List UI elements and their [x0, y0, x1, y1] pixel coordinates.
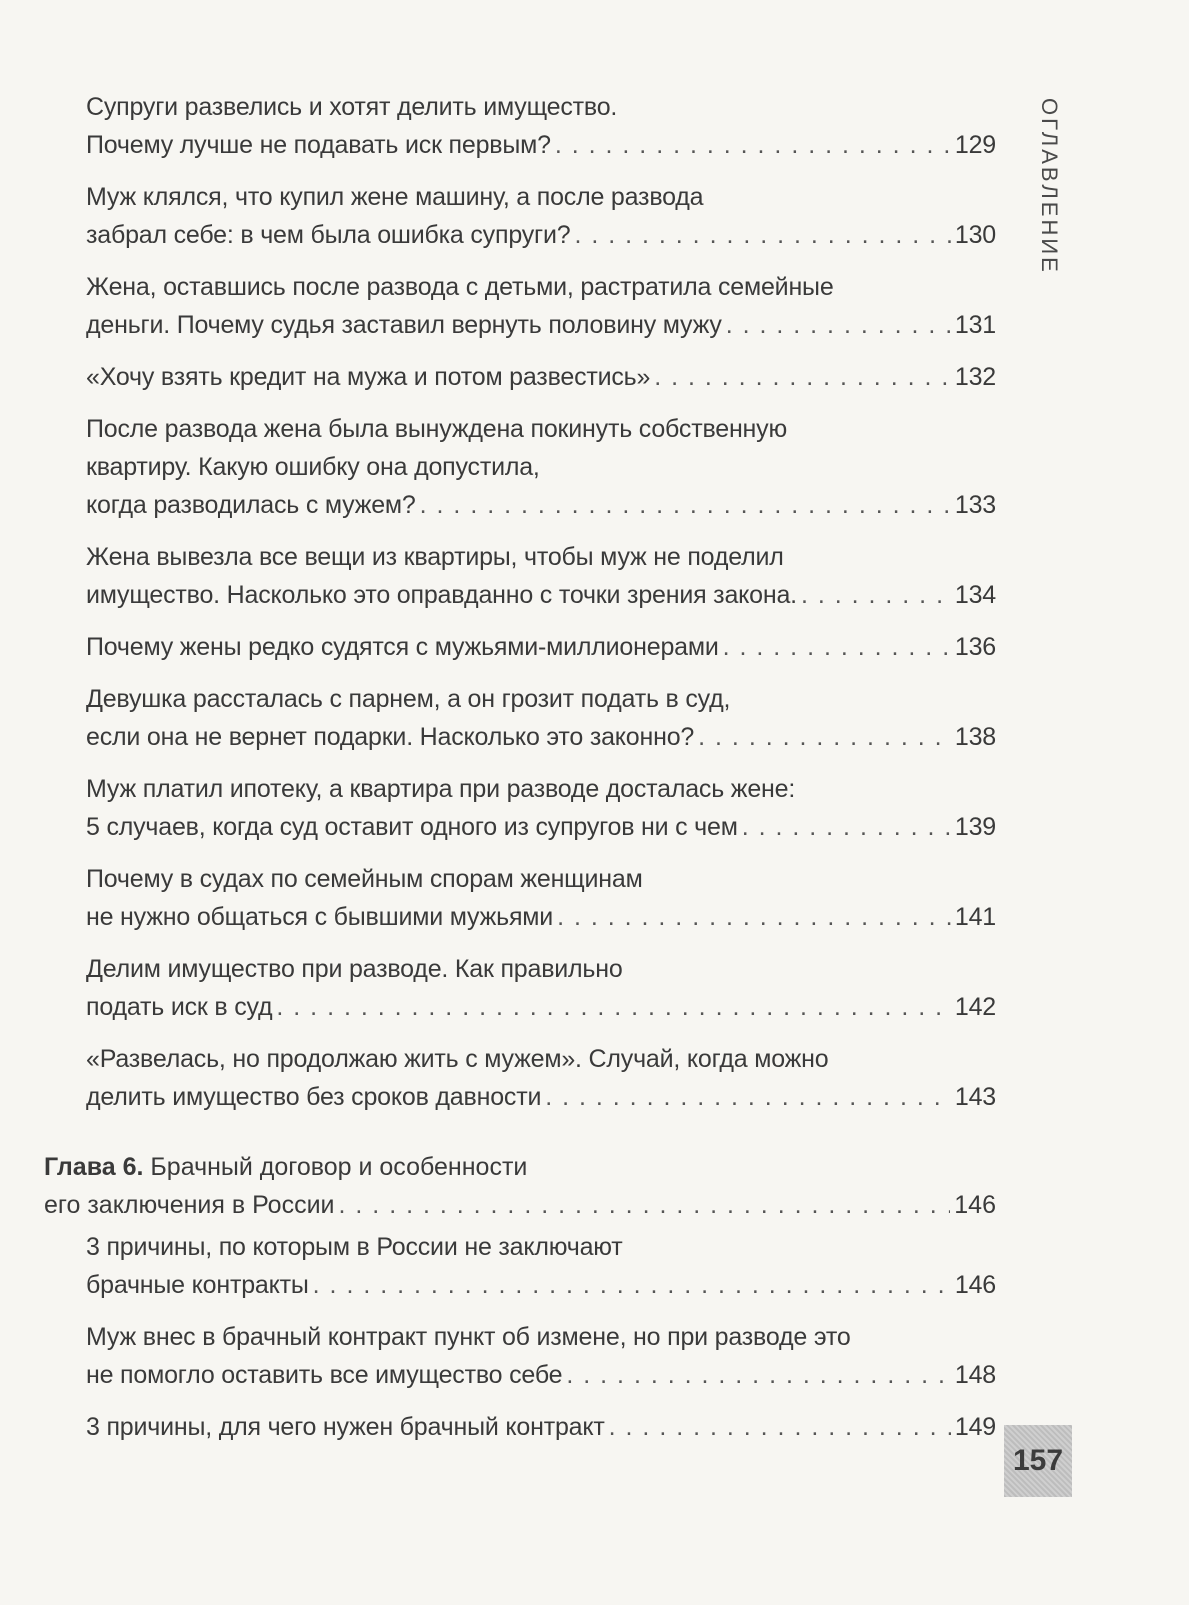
toc-entry[interactable]: [86, 410, 996, 524]
entry-title-line: 5 случаев, когда суд оставит одного из супругов ни с чем: [86, 813, 738, 841]
dot-leader: [339, 1186, 951, 1224]
dot-leader: [801, 576, 951, 614]
entry-title-line: После развода жена была вынуждена покинуть собственную: [86, 415, 788, 443]
dot-leader: [723, 628, 951, 666]
dot-leader: [545, 1078, 951, 1116]
chapter-page-number: 146: [954, 1191, 996, 1219]
toc-entry[interactable]: [86, 628, 996, 666]
chapter-heading[interactable]: [44, 1148, 996, 1224]
dot-leader: [557, 898, 951, 936]
entry-title-line: имущество. Насколько это оправданно с точки зрения закона.: [86, 581, 797, 609]
dot-leader: [726, 306, 951, 344]
chapter-title-line: Брачный договор и особенности: [143, 1153, 528, 1181]
toc-entry[interactable]: [86, 358, 996, 396]
entry-page-number: 133: [954, 491, 996, 519]
entry-title-line: брачные контракты: [86, 1271, 309, 1299]
dot-leader: [698, 718, 951, 756]
entry-title-line: «Хочу взять кредит на мужа и потом развестись»: [86, 363, 651, 391]
running-section-title: ОГЛАВЛЕНИЕ: [1037, 98, 1062, 275]
entry-page-number: 136: [954, 633, 996, 661]
entry-title-line: подать иск в суд: [86, 993, 273, 1021]
entry-page-number: 141: [954, 903, 996, 931]
toc-entry[interactable]: [86, 178, 996, 254]
entry-page-number: 139: [954, 813, 996, 841]
chapter-title-line: его заключения в России: [44, 1191, 335, 1219]
entry-page-number: 129: [954, 131, 996, 159]
entry-title-line: если она не вернет подарки. Насколько это законно?: [86, 723, 695, 751]
dot-leader: [420, 486, 951, 524]
entry-title-line: «Развелась, но продолжаю жить с мужем». Случай, когда можно: [86, 1045, 829, 1073]
entry-title-line: 3 причины, для чего нужен брачный контракт: [86, 1413, 605, 1441]
entry-title-line: Муж платил ипотеку, а квартира при разводе досталась жене:: [86, 775, 796, 803]
entry-page-number: 130: [954, 221, 996, 249]
entry-page-number: 143: [954, 1083, 996, 1111]
toc-entry[interactable]: [86, 88, 996, 164]
toc-entry[interactable]: [86, 1318, 996, 1394]
entry-page-number: 134: [954, 581, 996, 609]
entry-title-line: Муж внес в брачный контракт пункт об измене, но при разводе это: [86, 1323, 851, 1351]
toc-entry[interactable]: [86, 680, 996, 756]
entry-title-line: когда разводилась с мужем?: [86, 491, 416, 519]
dot-leader: [609, 1408, 951, 1446]
entry-title-line: делить имущество без сроков давности: [86, 1083, 542, 1111]
dot-leader: [654, 358, 951, 396]
entry-page-number: 138: [954, 723, 996, 751]
entry-title-line: Жена, оставшись после развода с детьми, растратила семейные: [86, 273, 834, 301]
entry-page-number: 142: [954, 993, 996, 1021]
entry-title-line: деньги. Почему судья заставил вернуть половину мужу: [86, 311, 722, 339]
toc-entry[interactable]: [86, 1228, 996, 1304]
entry-title-line: Муж клялся, что купил жене машину, а после развода: [86, 183, 704, 211]
entry-title-line: Супруги развелись и хотят делить имущество.: [86, 93, 618, 121]
table-of-contents: [44, 88, 996, 1460]
chapter-label: Глава 6.: [44, 1153, 144, 1181]
entry-title-line: Делим имущество при разводе. Как правильно: [86, 955, 623, 983]
toc-entry[interactable]: [86, 770, 996, 846]
entry-page-number: 131: [954, 311, 996, 339]
entry-title-line: 3 причины, по которым в России не заключают: [86, 1233, 623, 1261]
entry-title-line: не нужно общаться с бывшими мужьями: [86, 903, 554, 931]
toc-entry[interactable]: [86, 950, 996, 1026]
entry-page-number: 148: [954, 1361, 996, 1389]
entry-title-line: Почему лучше не подавать иск первым?: [86, 131, 551, 159]
entry-page-number: 149: [954, 1413, 996, 1441]
toc-entry[interactable]: [86, 268, 996, 344]
dot-leader: [313, 1266, 951, 1304]
entry-title-line: Жена вывезла все вещи из квартиры, чтобы муж не поделил: [86, 543, 784, 571]
dot-leader: [276, 988, 950, 1026]
dot-leader: [574, 216, 950, 254]
toc-entry[interactable]: [86, 1408, 996, 1446]
entry-title-line: забрал себе: в чем была ошибка супруги?: [86, 221, 571, 249]
dot-leader: [566, 1356, 951, 1394]
entry-title-line: Почему в судах по семейным спорам женщинам: [86, 865, 643, 893]
entry-title-line: не помогло оставить все имущество себе: [86, 1361, 563, 1389]
entry-page-number: 132: [954, 363, 996, 391]
dot-leader: [555, 126, 951, 164]
entry-title-line: квартиру. Какую ошибку она допустила,: [86, 453, 540, 481]
page-number-badge: 157: [1004, 1425, 1072, 1497]
entry-page-number: 146: [954, 1271, 996, 1299]
toc-entry[interactable]: [86, 1040, 996, 1116]
toc-entry[interactable]: [86, 538, 996, 614]
entry-title-line: Девушка рассталась с парнем, а он грозит подать в суд,: [86, 685, 731, 713]
toc-entry[interactable]: [86, 860, 996, 936]
dot-leader: [742, 808, 951, 846]
entry-title-line: Почему жены редко судятся с мужьями-миллионерами: [86, 633, 719, 661]
